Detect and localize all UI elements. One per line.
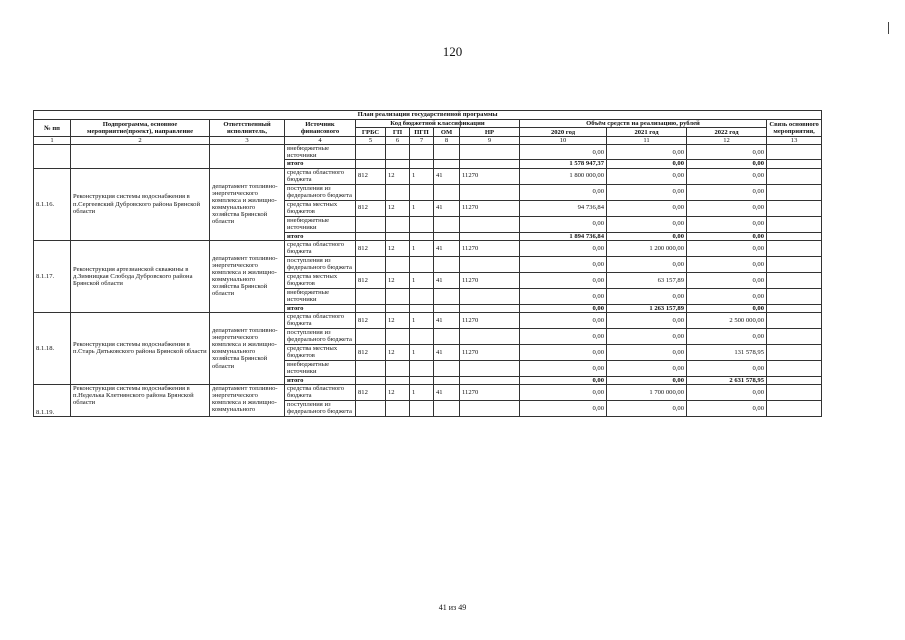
amount-y2020-cell: 0,00 [520, 145, 607, 160]
item-name: Реконструкция системы водоснабжения в п.Неделька Клетнянского района Брянской области [71, 384, 210, 416]
link-cell [767, 312, 822, 328]
code-nr-cell [460, 288, 520, 304]
amount-y2020-cell: 0,00 [520, 384, 607, 400]
source-cell: итого [285, 376, 356, 384]
header-2020: 2020 год [520, 128, 607, 137]
code-om-cell [434, 328, 460, 344]
header-nr: НР [460, 128, 520, 137]
code-grbs-cell [356, 360, 386, 376]
column-number: 10 [520, 137, 607, 145]
amount-y2020-cell: 0,00 [520, 240, 607, 256]
code-pgp-cell [410, 376, 434, 384]
amount-y2022-cell: 0,00 [687, 256, 767, 272]
code-om-cell: 41 [434, 384, 460, 400]
code-pgp-cell: 1 [410, 240, 434, 256]
link-cell [767, 344, 822, 360]
link-cell [767, 160, 822, 168]
responsible-cell [210, 145, 285, 168]
code-grbs-cell [356, 288, 386, 304]
code-nr-cell: 11270 [460, 168, 520, 184]
link-cell [767, 328, 822, 344]
table-body [34, 145, 822, 417]
link-cell [767, 400, 822, 416]
code-pgp-cell [410, 360, 434, 376]
code-grbs-cell [356, 232, 386, 240]
code-grbs-cell [356, 145, 386, 160]
code-gp-cell [386, 360, 410, 376]
program-plan-table [33, 110, 822, 417]
code-pgp-cell: 1 [410, 312, 434, 328]
table-title: План реализации государственной программы [34, 111, 822, 120]
source-cell: поступления из федерального бюджета [285, 256, 356, 272]
column-number: 7 [410, 137, 434, 145]
code-pgp-cell [410, 160, 434, 168]
code-gp-cell [386, 145, 410, 160]
column-number: 5 [356, 137, 386, 145]
source-cell: средства местных бюджетов [285, 272, 356, 288]
item-responsible: департамент топливно-энергетического комплекса и жилищно-коммунального [210, 384, 285, 416]
code-nr-cell [460, 360, 520, 376]
table-row [34, 384, 822, 400]
code-om-cell: 41 [434, 168, 460, 184]
code-nr-cell: 11270 [460, 344, 520, 360]
code-gp-cell: 12 [386, 312, 410, 328]
code-pgp-cell [410, 256, 434, 272]
source-cell: итого [285, 304, 356, 312]
code-gp-cell: 12 [386, 384, 410, 400]
amount-y2022-cell: 0,00 [687, 160, 767, 168]
source-cell: средства местных бюджетов [285, 200, 356, 216]
name-cell [71, 145, 210, 168]
amount-y2022-cell: 0,00 [687, 200, 767, 216]
item-number: 8.1.16. [34, 168, 71, 240]
column-number: 13 [767, 137, 822, 145]
link-cell [767, 184, 822, 200]
amount-y2020-cell: 0,00 [520, 360, 607, 376]
code-gp-cell: 12 [386, 168, 410, 184]
code-om-cell [434, 376, 460, 384]
code-gp-cell: 12 [386, 344, 410, 360]
code-grbs-cell: 812 [356, 240, 386, 256]
item-responsible: департамент топливно-энергетического комплекса и жилищно-коммунального хозяйства Брянской области [210, 168, 285, 240]
amount-y2022-cell: 0,00 [687, 232, 767, 240]
column-number-row [34, 137, 822, 145]
code-gp-cell [386, 160, 410, 168]
amount-y2021-cell: 0,00 [607, 400, 687, 416]
code-grbs-cell [356, 376, 386, 384]
header-subprogram: Подпрограмма, основное мероприятие(проект), направление [71, 120, 210, 137]
code-grbs-cell [356, 256, 386, 272]
amount-y2021-cell: 0,00 [607, 344, 687, 360]
header-link: Связь основного мероприятия, [767, 120, 822, 137]
header-budget-code: Код бюджетной классификации [356, 120, 520, 128]
item-name: Реконструкция системы водоснабжения в п.Сергеевский Дубровского района Брянской области [71, 168, 210, 240]
link-cell [767, 304, 822, 312]
amount-y2020-cell: 0,00 [520, 272, 607, 288]
amount-y2022-cell: 0,00 [687, 304, 767, 312]
header-grbs: ГРБС [356, 128, 386, 137]
code-grbs-cell [356, 328, 386, 344]
item-number: 8.1.17. [34, 240, 71, 312]
source-cell: средства областного бюджета [285, 312, 356, 328]
code-grbs-cell [356, 160, 386, 168]
code-gp-cell [386, 376, 410, 384]
code-om-cell [434, 160, 460, 168]
item-number: 8.1.19. [34, 384, 71, 416]
code-om-cell [434, 232, 460, 240]
header-responsible: Ответственный исполнитель, [210, 120, 285, 137]
code-pgp-cell [410, 400, 434, 416]
code-nr-cell [460, 184, 520, 200]
amount-y2021-cell: 1 700 000,00 [607, 384, 687, 400]
code-om-cell: 41 [434, 200, 460, 216]
header-gp: ГП [386, 128, 410, 137]
column-number: 2 [71, 137, 210, 145]
amount-y2020-cell: 1 578 947,37 [520, 160, 607, 168]
column-number: 12 [687, 137, 767, 145]
source-cell: средства областного бюджета [285, 384, 356, 400]
code-grbs-cell [356, 304, 386, 312]
source-cell: поступления из федерального бюджета [285, 328, 356, 344]
link-cell [767, 145, 822, 160]
link-cell [767, 240, 822, 256]
table-row [34, 240, 822, 256]
code-pgp-cell [410, 145, 434, 160]
code-nr-cell [460, 160, 520, 168]
scan-edge-mark [888, 22, 889, 34]
link-cell [767, 232, 822, 240]
code-nr-cell [460, 256, 520, 272]
code-pgp-cell: 1 [410, 384, 434, 400]
amount-y2021-cell: 63 157,89 [607, 272, 687, 288]
code-om-cell [434, 216, 460, 232]
header-source: Источник финансового [285, 120, 356, 137]
code-gp-cell: 12 [386, 240, 410, 256]
amount-y2022-cell: 2 500 000,00 [687, 312, 767, 328]
code-om-cell: 41 [434, 240, 460, 256]
source-cell: внебюджетные источники [285, 145, 356, 160]
code-grbs-cell: 812 [356, 168, 386, 184]
amount-y2022-cell: 0,00 [687, 400, 767, 416]
header-2022: 2022 год [687, 128, 767, 137]
code-grbs-cell: 812 [356, 312, 386, 328]
header-no: № пп [34, 120, 71, 137]
code-nr-cell: 11270 [460, 200, 520, 216]
code-nr-cell [460, 145, 520, 160]
amount-y2021-cell: 0,00 [607, 145, 687, 160]
table-row [34, 168, 822, 184]
amount-y2021-cell: 0,00 [607, 312, 687, 328]
code-gp-cell [386, 256, 410, 272]
amount-y2021-cell: 0,00 [607, 360, 687, 376]
source-cell: внебюджетные источники [285, 360, 356, 376]
code-pgp-cell: 1 [410, 168, 434, 184]
code-gp-cell: 12 [386, 200, 410, 216]
code-nr-cell [460, 328, 520, 344]
source-cell: итого [285, 160, 356, 168]
amount-y2021-cell: 1 200 000,00 [607, 240, 687, 256]
item-name: Реконструкция системы водоснабжения в п.Старь Дятьковского района Брянской области [71, 312, 210, 384]
code-nr-cell [460, 304, 520, 312]
code-nr-cell [460, 232, 520, 240]
code-pgp-cell: 1 [410, 272, 434, 288]
code-grbs-cell [356, 184, 386, 200]
code-pgp-cell [410, 216, 434, 232]
item-responsible: департамент топливно-энергетического комплекса и жилищно-коммунального хозяйства Брянской области [210, 240, 285, 312]
link-cell [767, 272, 822, 288]
amount-y2022-cell: 0,00 [687, 240, 767, 256]
code-om-cell: 41 [434, 312, 460, 328]
source-cell: средства областного бюджета [285, 240, 356, 256]
source-cell: поступления из федерального бюджета [285, 184, 356, 200]
source-cell: средства местных бюджетов [285, 344, 356, 360]
amount-y2021-cell: 0,00 [607, 168, 687, 184]
amount-y2021-cell: 0,00 [607, 256, 687, 272]
column-number: 8 [434, 137, 460, 145]
amount-y2020-cell: 94 736,84 [520, 200, 607, 216]
amount-y2021-cell: 0,00 [607, 160, 687, 168]
item-number: 8.1.18. [34, 312, 71, 384]
code-om-cell [434, 288, 460, 304]
header-volume: Объём средств на реализацию, рублей [520, 120, 767, 128]
link-cell [767, 168, 822, 184]
source-cell: внебюджетные источники [285, 216, 356, 232]
code-pgp-cell [410, 328, 434, 344]
link-cell [767, 216, 822, 232]
code-grbs-cell: 812 [356, 272, 386, 288]
code-pgp-cell [410, 288, 434, 304]
code-pgp-cell [410, 304, 434, 312]
column-number: 3 [210, 137, 285, 145]
amount-y2020-cell: 0,00 [520, 312, 607, 328]
amount-y2020-cell: 0,00 [520, 328, 607, 344]
amount-y2021-cell: 0,00 [607, 376, 687, 384]
amount-y2021-cell: 0,00 [607, 232, 687, 240]
header-pgp: ПГП [410, 128, 434, 137]
amount-y2020-cell: 1 894 736,84 [520, 232, 607, 240]
item-responsible: департамент топливно-энергетического комплекса и жилищно-коммунального хозяйства Брянской области [210, 312, 285, 384]
code-om-cell [434, 400, 460, 416]
code-om-cell [434, 145, 460, 160]
table-row [34, 145, 822, 160]
amount-y2020-cell: 0,00 [520, 376, 607, 384]
amount-y2022-cell: 131 578,95 [687, 344, 767, 360]
amount-y2020-cell: 0,00 [520, 216, 607, 232]
code-om-cell [434, 184, 460, 200]
amount-y2020-cell: 1 800 000,00 [520, 168, 607, 184]
link-cell [767, 384, 822, 400]
code-om-cell [434, 360, 460, 376]
code-grbs-cell: 812 [356, 200, 386, 216]
amount-y2021-cell: 0,00 [607, 216, 687, 232]
link-cell [767, 360, 822, 376]
column-number: 4 [285, 137, 356, 145]
amount-y2022-cell: 0,00 [687, 272, 767, 288]
page-number: 120 [442, 44, 463, 59]
amount-y2022-cell: 0,00 [687, 168, 767, 184]
code-nr-cell: 11270 [460, 384, 520, 400]
code-nr-cell: 11270 [460, 312, 520, 328]
code-nr-cell [460, 216, 520, 232]
amount-y2020-cell: 0,00 [520, 256, 607, 272]
amount-y2020-cell: 0,00 [520, 400, 607, 416]
amount-y2021-cell: 1 263 157,89 [607, 304, 687, 312]
code-om-cell [434, 304, 460, 312]
amount-y2022-cell: 0,00 [687, 216, 767, 232]
link-cell [767, 256, 822, 272]
source-cell: средства областного бюджета [285, 168, 356, 184]
code-grbs-cell: 812 [356, 344, 386, 360]
table-row [34, 312, 822, 328]
amount-y2022-cell: 0,00 [687, 328, 767, 344]
code-pgp-cell [410, 184, 434, 200]
code-grbs-cell [356, 400, 386, 416]
code-gp-cell [386, 304, 410, 312]
code-om-cell: 41 [434, 272, 460, 288]
amount-y2021-cell: 0,00 [607, 288, 687, 304]
code-nr-cell [460, 400, 520, 416]
code-nr-cell: 11270 [460, 272, 520, 288]
code-grbs-cell [356, 216, 386, 232]
amount-y2020-cell: 0,00 [520, 288, 607, 304]
column-number: 1 [34, 137, 71, 145]
code-pgp-cell [410, 232, 434, 240]
code-om-cell [434, 256, 460, 272]
code-gp-cell: 12 [386, 272, 410, 288]
link-cell [767, 376, 822, 384]
code-nr-cell: 11270 [460, 240, 520, 256]
code-grbs-cell: 812 [356, 384, 386, 400]
code-gp-cell [386, 216, 410, 232]
amount-y2021-cell: 0,00 [607, 200, 687, 216]
code-gp-cell [386, 288, 410, 304]
column-number: 9 [460, 137, 520, 145]
source-cell: поступления из федерального бюджета [285, 400, 356, 416]
code-pgp-cell: 1 [410, 200, 434, 216]
amount-y2020-cell: 0,00 [520, 344, 607, 360]
amount-y2022-cell: 0,00 [687, 145, 767, 160]
link-cell [767, 288, 822, 304]
code-gp-cell [386, 232, 410, 240]
header-om: ОМ [434, 128, 460, 137]
amount-y2020-cell: 0,00 [520, 304, 607, 312]
code-om-cell: 41 [434, 344, 460, 360]
amount-y2021-cell: 0,00 [607, 328, 687, 344]
code-gp-cell [386, 400, 410, 416]
column-number: 6 [386, 137, 410, 145]
amount-y2020-cell: 0,00 [520, 184, 607, 200]
amount-y2022-cell: 0,00 [687, 288, 767, 304]
page-footer: 41 из 49 [438, 603, 467, 612]
no-cell [34, 145, 71, 168]
amount-y2022-cell: 0,00 [687, 184, 767, 200]
amount-y2022-cell: 0,00 [687, 360, 767, 376]
amount-y2021-cell: 0,00 [607, 184, 687, 200]
amount-y2022-cell: 0,00 [687, 384, 767, 400]
column-number: 11 [607, 137, 687, 145]
source-cell: итого [285, 232, 356, 240]
source-cell: внебюджетные источники [285, 288, 356, 304]
link-cell [767, 200, 822, 216]
item-name: Реконструкция артезианской скважины в д.Зимницкая Слобода Дубровского района Брянской области [71, 240, 210, 312]
code-gp-cell [386, 328, 410, 344]
code-nr-cell [460, 376, 520, 384]
amount-y2022-cell: 2 631 578,95 [687, 376, 767, 384]
header-2021: 2021 год [607, 128, 687, 137]
code-pgp-cell: 1 [410, 344, 434, 360]
code-gp-cell [386, 184, 410, 200]
